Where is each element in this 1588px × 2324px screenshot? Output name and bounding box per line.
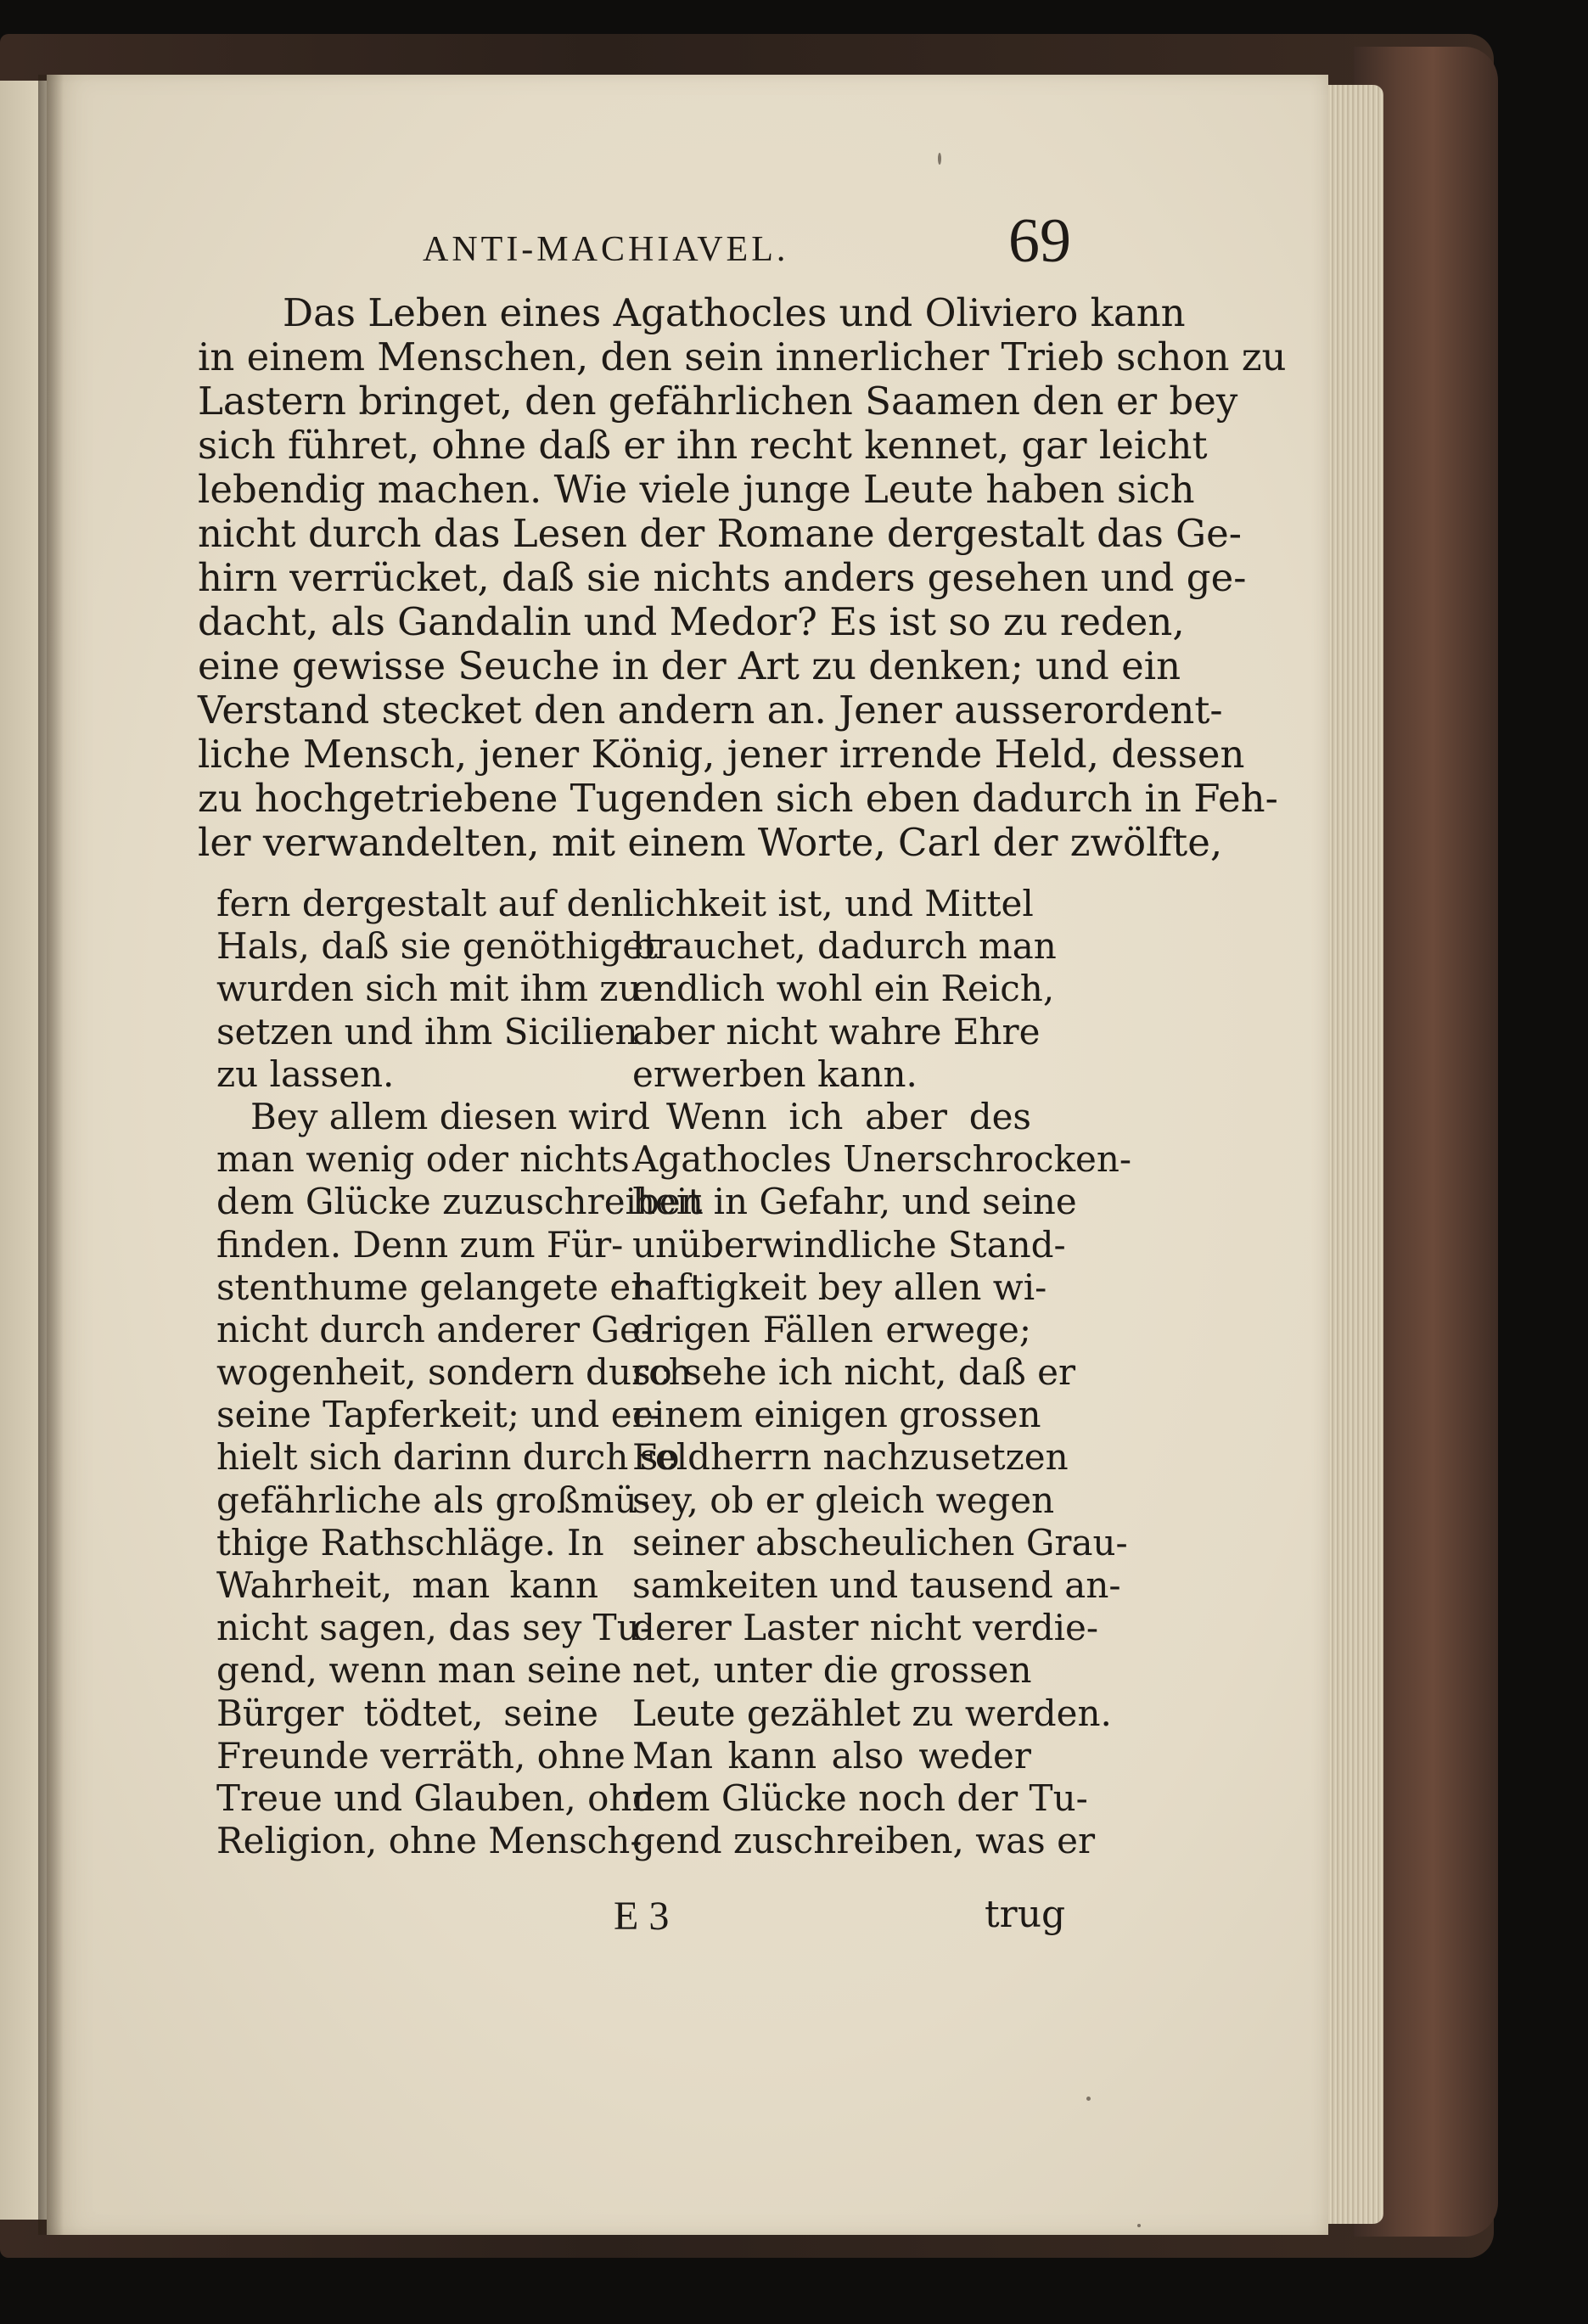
text-line: Bey allem diesen wird: [250, 1095, 651, 1137]
text-line: nicht durch anderer Ge-: [216, 1308, 654, 1350]
text-line: drigen Fällen erwege;: [632, 1308, 1031, 1350]
catchword: trug: [985, 1893, 1066, 1936]
text-line: Das Leben eines Agathocles und Oliviero kann: [283, 290, 1186, 335]
text-line: thige Rathschläge. In: [216, 1521, 604, 1563]
text-line: seine Tapferkeit; und er-: [216, 1394, 661, 1436]
page-number: 69: [1008, 206, 1071, 276]
text-line: dem Glücke zuzuschreiben: [216, 1181, 704, 1223]
text-line: aber nicht wahre Ehre: [632, 1010, 1041, 1053]
text-line: Man kann also weder: [632, 1734, 1031, 1777]
text-line: so sehe ich nicht, daß er: [632, 1351, 1076, 1394]
full-width-paragraph: [198, 290, 1287, 865]
text-line: Freunde verräth, ohne: [216, 1734, 626, 1777]
page-edges: [1324, 85, 1383, 2224]
text-line: Religion, ohne Mensch-: [216, 1820, 642, 1862]
running-title: ANTI-MACHIAVEL.: [423, 230, 789, 269]
text-line: Hals, daß sie genöthiget: [216, 925, 658, 968]
text-line: lebendig machen. Wie viele junge Leute haben sich: [198, 467, 1195, 512]
text-line: dem Glücke noch der Tu-: [632, 1777, 1088, 1819]
text-line: finden. Denn zum Für-: [216, 1223, 624, 1266]
text-line: hielt sich darinn durch so: [216, 1436, 680, 1479]
page-gutter-shadow: [38, 75, 64, 2235]
text-line: gend, wenn man seine: [216, 1649, 622, 1692]
text-line: setzen und ihm Sicilien: [216, 1010, 638, 1053]
text-line: Agathocles Unerschrocken-: [632, 1138, 1132, 1181]
text-line: Lastern bringet, den gefährlichen Saamen den er bey: [198, 379, 1238, 424]
text-line: samkeiten und tausend an-: [632, 1564, 1121, 1606]
text-line: stenthume gelangete er: [216, 1266, 648, 1308]
text-line: Verstand stecket den andern an. Jener ausserordent-: [198, 688, 1223, 733]
text-line: sich führet, ohne daß er ihn recht kennet, gar leicht: [198, 423, 1208, 468]
text-line: dacht, als Gandalin und Medor? Es ist so zu reden,: [198, 599, 1185, 644]
signature-mark: E 3: [614, 1894, 670, 1939]
text-line: Wenn ich aber des: [666, 1095, 1031, 1137]
text-line: fern dergestalt auf den: [216, 883, 634, 924]
text-line: liche Mensch, jener König, jener irrende Held, dessen: [198, 732, 1245, 777]
text-line: gefährliche als großmü-: [216, 1479, 649, 1521]
text-line: Leute gezählet zu werden.: [632, 1692, 1112, 1734]
text-line: erwerben kann.: [632, 1053, 917, 1095]
text-line: net, unter die grossen: [632, 1649, 1032, 1692]
text-line: nicht durch das Lesen der Romane dergestalt das Ge-: [198, 511, 1242, 556]
left-column: [216, 883, 704, 1862]
text-line: man wenig oder nichts: [216, 1138, 630, 1181]
text-line: ler verwandelten, mit einem Worte, Carl der zwölfte,: [198, 820, 1223, 865]
text-line: einem einigen grossen: [632, 1394, 1041, 1436]
text-line: lichkeit ist, und Mittel: [632, 883, 1034, 924]
text-line: sey, ob er gleich wegen: [632, 1479, 1055, 1521]
text-line: endlich wohl ein Reich,: [632, 968, 1055, 1010]
text-line: haftigkeit bey allen wi-: [632, 1266, 1047, 1308]
text-line: Treue und Glauben, ohne: [216, 1777, 676, 1819]
paper-speck: [1086, 2097, 1091, 2101]
text-line: zu hochgetriebene Tugenden sich eben dadurch in Feh-: [198, 776, 1278, 821]
right-column: [632, 883, 1132, 1862]
paper-speck: [938, 153, 941, 165]
text-line: Bürger tödtet, seine: [216, 1692, 598, 1734]
text-line: wogenheit, sondern durch: [216, 1351, 692, 1394]
text-line: Feldherrn nachzusetzen: [632, 1436, 1069, 1479]
paper-speck: [1137, 2224, 1141, 2227]
text-line: seiner abscheulichen Grau-: [632, 1521, 1128, 1563]
text-line: Wahrheit, man kann: [216, 1564, 598, 1606]
text-line: zu lassen.: [216, 1053, 395, 1095]
text-line: heit in Gefahr, und seine: [632, 1181, 1077, 1223]
text-line: brauchet, dadurch man: [632, 925, 1057, 968]
text-line: derer Laster nicht verdie-: [632, 1607, 1099, 1649]
text-line: gend zuschreiben, was er: [632, 1820, 1096, 1862]
text-line: hirn verrücket, daß sie nichts anders gesehen und ge-: [198, 555, 1247, 600]
text-line: in einem Menschen, den sein innerlicher Trieb schon zu: [198, 334, 1287, 379]
text-line: wurden sich mit ihm zu: [216, 968, 642, 1010]
text-line: eine gewisse Seuche in der Art zu denken; und ein: [198, 643, 1181, 688]
text-line: nicht sagen, das sey Tu-: [216, 1607, 652, 1649]
text-line: unüberwindliche Stand-: [632, 1223, 1066, 1266]
